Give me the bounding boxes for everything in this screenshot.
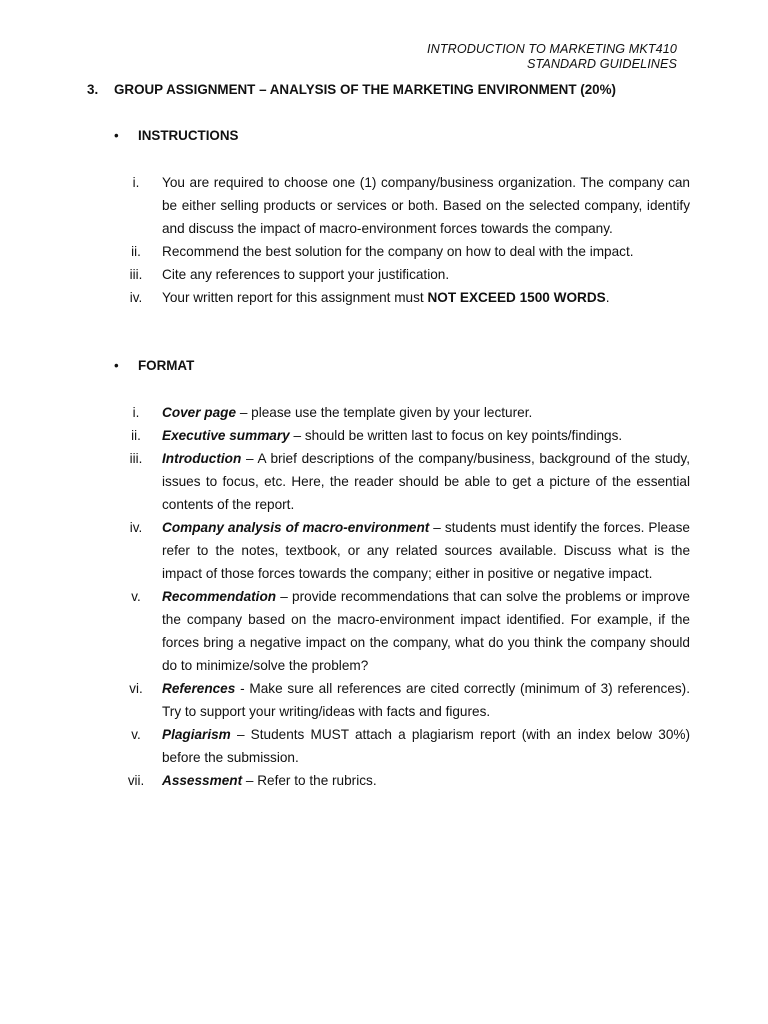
format-description: – A brief descriptions of the company/business, background of the study, issues to focus, etc. Here, the reader should be able to get a picture of the essential contents of the report. [162,451,690,512]
format-term: Plagiarism [162,727,231,742]
list-item-text [162,677,690,723]
list-item-number: i. [132,175,140,190]
list-item-text [162,769,690,792]
format-description: – please use the template given by your lecturer. [236,405,533,420]
instructions-list [110,171,690,309]
list-item-text-body: Your written report for this assignment must [162,290,428,305]
list-item-suffix: . [605,290,610,305]
format-description: – provide recommendations that can solve the problems or improve the company based on the macro-environment impact identified. For example, if the forces bring a negative impact on the company, what do you think the company should do to minimize/solve the problem? [162,589,690,673]
list-item-number: ii. [131,428,141,443]
format-description: – Refer to the rubrics. [242,773,377,788]
list-item-number: vi. [129,681,143,696]
list-item-text: Cite any references to support your justification. [162,267,450,282]
list-item-text: Recommend the best solution for the company on how to deal with the impact. [162,244,634,259]
list-item-number: ii. [131,244,141,259]
document-header [427,42,677,72]
list-item [110,240,690,263]
list-item [110,171,690,240]
format-term: Cover page [162,405,237,420]
list-item [110,401,690,424]
list-item-text [162,723,690,769]
format-term: References [162,681,236,696]
list-item-text [162,447,690,516]
format-description: – Students MUST attach a plagiarism report (with an index below 30%) before the submission. [162,727,690,765]
list-item [110,516,690,585]
list-item [110,447,690,516]
list-item-text [162,401,690,424]
section-number: 3. [87,82,99,97]
list-item-number: iii. [129,267,143,282]
list-item [110,424,690,447]
list-item [110,677,690,723]
list-item [110,723,690,769]
section-title-text: GROUP ASSIGNMENT – ANALYSIS OF THE MARKETING ENVIRONMENT (20%) [114,82,616,97]
list-item-number: iv. [129,290,143,305]
section-title [87,81,707,99]
header-course-title: INTRODUCTION TO MARKETING MKT410 [427,42,677,56]
list-item-text [162,286,690,309]
list-item-number: v. [131,727,141,742]
bullet-icon: • [114,358,119,373]
list-item [110,585,690,677]
list-item [110,263,690,286]
format-term: Assessment [162,773,243,788]
list-item-text [162,424,690,447]
format-term: Executive summary [162,428,290,443]
list-item [110,286,690,309]
list-item-number: v. [131,589,141,604]
format-description: – students must identify the forces. Please refer to the notes, textbook, or any related sources available. Discuss what is the impact of those forces towards the company; either in positive or negative impact. [162,520,690,581]
format-description: - Make sure all references are cited correctly (minimum of 3) references). Try to support your writing/ideas with facts and figures. [162,681,690,719]
format-term: Introduction [162,451,242,466]
format-description: – should be written last to focus on key points/findings. [289,428,623,443]
list-item-number: iv. [129,520,143,535]
format-list [110,401,690,792]
list-item-text: You are required to choose one (1) company/business organization. The company can be either selling products or services or both. Based on the selected company, identify and discuss the impact of macro-environment forces towards the company. [162,175,690,236]
list-item-number: iii. [129,451,143,466]
instructions-heading-text: INSTRUCTIONS [138,128,239,143]
format-heading [114,357,194,375]
header-subtitle: STANDARD GUIDELINES [526,57,677,71]
list-item-text [162,585,690,677]
word-limit-emphasis: NOT EXCEED 1500 WORDS [427,290,606,305]
list-item-number: vii. [127,773,145,788]
format-term: Company analysis of macro-environment [162,520,430,535]
list-item-number: i. [132,405,140,420]
format-term: Recommendation [162,589,277,604]
format-heading-text: FORMAT [138,358,195,373]
instructions-heading [114,127,238,145]
bullet-icon: • [114,128,119,143]
list-item-text [162,516,690,585]
list-item [110,769,690,792]
